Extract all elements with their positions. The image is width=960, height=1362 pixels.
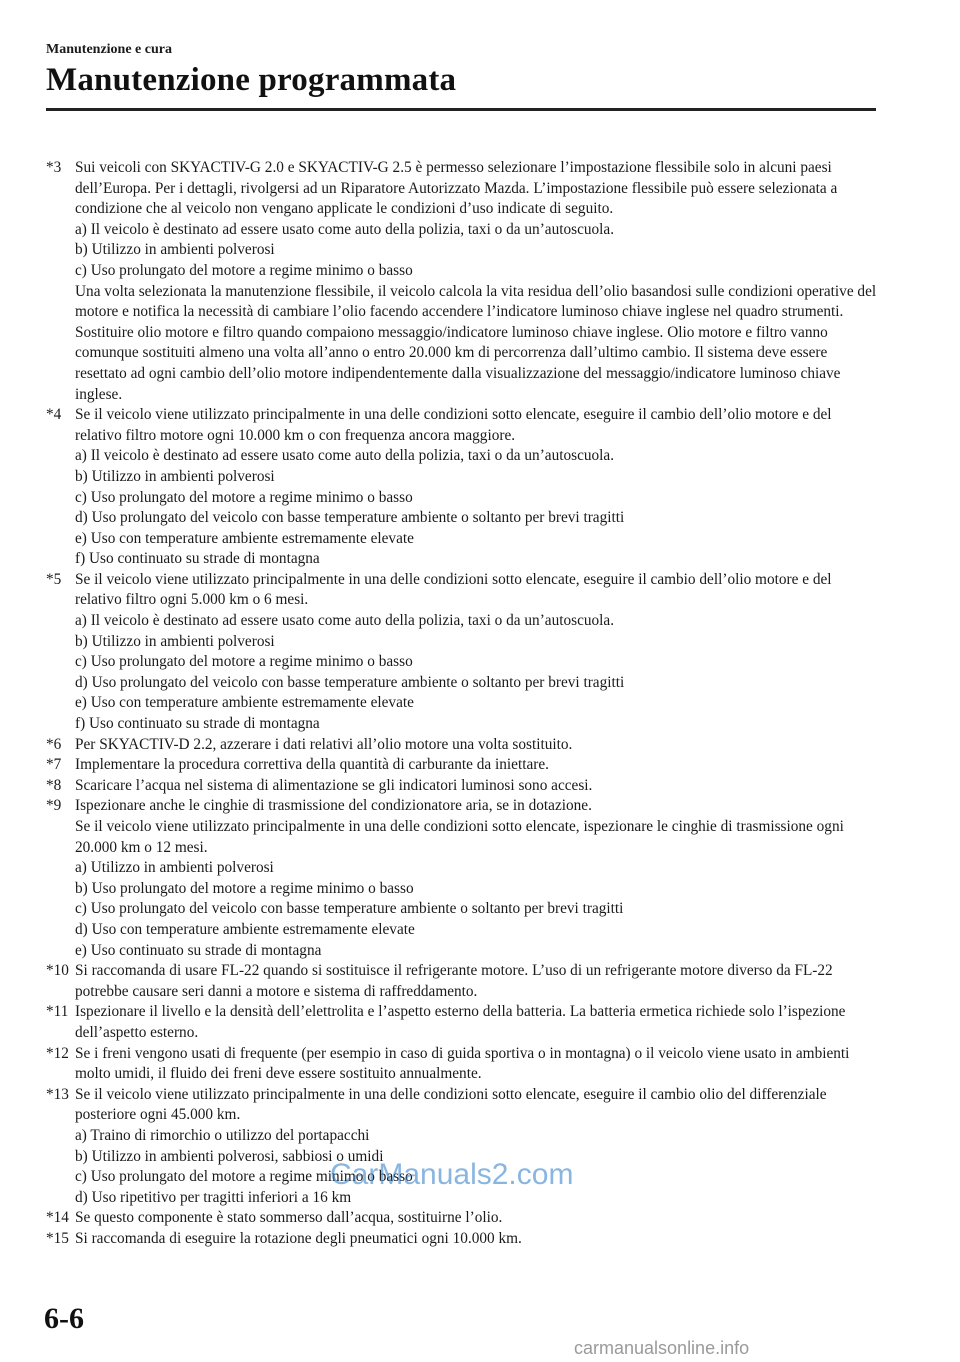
footnote <box>46 796 882 961</box>
footnote-line: Per SKYACTIV-D 2.2, azzerare i dati relativi all’olio motore una volta sostituito. <box>75 735 573 753</box>
footnotes-list <box>46 158 882 1249</box>
footnote-line: Sui veicoli con SKYACTIV-G 2.0 e SKYACTIV-G 2.5 è permesso selezionare l’impostazione flessibile solo in alcuni paesi dell’Europa. Per i dettagli, rivolgersi ad un Riparatore Autorizzato Mazda. L’impostazione flessibile può essere selezionata a condizione che al veicolo non vengano applicate le condizioni d’uso indicate di seguito. <box>75 159 838 218</box>
footnote-line: Se il veicolo viene utilizzato principalmente in una delle condizioni sotto elencate, eseguire il cambio dell’olio motore e del relativo filtro motore ogni 10.000 km o con frequenza ancora maggiore. <box>75 406 832 444</box>
footnote-line: Si raccomanda di eseguire la rotazione degli pneumatici ogni 10.000 km. <box>75 1229 522 1247</box>
footnote-line: a) Il veicolo è destinato ad essere usato come auto della polizia, taxi o da un’autoscuola. <box>75 612 615 630</box>
footnote <box>46 961 882 1002</box>
footnote-line: Una volta selezionata la manutenzione flessibile, il veicolo calcola la vita residua dell’olio basandosi sulle condizioni operative del motore e notifica la necessità di cambiare l’olio facendo accendere l’indicatore luminoso chiave inglese nel quadro strumenti. <box>75 282 877 321</box>
footnote <box>46 1208 882 1229</box>
footnote-line: c) Uso prolungato del motore a regime minimo o basso <box>75 1168 413 1186</box>
footnote-number: *14 <box>46 1209 69 1227</box>
footnote-line: Ispezionare anche le cinghie di trasmissione del condizionatore aria, se in dotazione. <box>75 797 592 815</box>
footnote-body <box>75 1208 882 1229</box>
footnote-body <box>75 755 882 776</box>
footnote-line: d) Uso con temperature ambiente estremamente elevate <box>75 920 415 938</box>
footnote-line: Ispezionare il livello e la densità dell’elettrolita e l’aspetto esterno della batteria. La batteria ermetica richiede solo l’ispezione dell’aspetto esterno. <box>75 1003 846 1041</box>
footnote-line: b) Utilizzo in ambienti polverosi <box>75 241 275 259</box>
footnote-line: c) Uso prolungato del motore a regime minimo o basso <box>75 653 413 671</box>
footnote-line: Se i freni vengono usati di frequente (per esempio in caso di guida sportiva o in montagna) o il veicolo viene usato in ambienti molto umidi, il fluido dei freni deve essere sostituito annualmente. <box>75 1044 850 1083</box>
footnote-number: *11 <box>46 1003 69 1021</box>
footnote-line: b) Uso prolungato del motore a regime minimo o basso <box>75 879 414 897</box>
footnote-line: Scaricare l’acqua nel sistema di alimentazione se gli indicatori luminosi sono accesi. <box>75 776 593 794</box>
footnote-number: *7 <box>46 756 62 774</box>
footnote <box>46 1229 882 1250</box>
title-divider <box>46 108 876 111</box>
footnote <box>46 1085 882 1209</box>
footnote <box>46 1002 882 1043</box>
footnote-number: *12 <box>46 1044 69 1062</box>
footnote-line: f) Uso continuato su strade di montagna <box>75 715 320 733</box>
footnote-line: e) Uso con temperature ambiente estremamente elevate <box>75 694 414 712</box>
section-label: Manutenzione e cura <box>46 42 172 57</box>
footnote-line: a) Utilizzo in ambienti polverosi <box>75 859 274 877</box>
footnote-line: c) Uso prolungato del veicolo con basse temperature ambiente o soltanto per brevi tragitti <box>75 900 624 918</box>
footnote-number: *3 <box>46 159 62 176</box>
footnote-body <box>75 776 882 797</box>
footnote <box>46 158 882 405</box>
footnote-line: b) Utilizzo in ambienti polverosi <box>75 632 275 650</box>
footnote-line: a) Il veicolo è destinato ad essere usato come auto della polizia, taxi o da un’autoscuola. <box>75 220 615 238</box>
footnote-line: Sostituire olio motore e filtro quando compaiono messaggio/indicatore luminoso chiave inglese. Olio motore e filtro vanno comunque sostituiti almeno una volta all’anno o entro 20.000 km di percorrenza dall’ultimo cambio. Il sistema deve essere resettato ad ogni cambio dell’olio motore indipendentemente dalla visualizzazione del messaggio/indicatore luminoso chiave inglese. <box>75 323 841 403</box>
footnote <box>46 735 882 756</box>
footnote-body <box>75 570 882 735</box>
watermark-logo: CarManuals2.com <box>330 1158 574 1191</box>
footnote-line: Si raccomanda di usare FL-22 quando si sostituisce il refrigerante motore. L’uso di un refrigerante motore diverso da FL-22 potrebbe causare seri danni a motore e sistema di raffreddamento. <box>75 962 833 1000</box>
footnote-line: Se il veicolo viene utilizzato principalmente in una delle condizioni sotto elencate, ispezionare le cinghie di trasmissione ogni 20.000 km o 12 mesi. <box>75 818 844 856</box>
footnote-number: *10 <box>46 962 69 980</box>
footnote-line: c) Uso prolungato del motore a regime minimo o basso <box>75 488 413 506</box>
footnote-body <box>75 1044 882 1085</box>
footnote-line: c) Uso prolungato del motore a regime minimo o basso <box>75 261 413 279</box>
footnote-body <box>75 158 882 405</box>
footnote-line: Se il veicolo viene utilizzato principalmente in una delle condizioni sotto elencate, eseguire il cambio dell’olio motore e del relativo filtro ogni 5.000 km o 6 mesi. <box>75 570 832 609</box>
footnote-number: *5 <box>46 570 62 588</box>
footnote-body <box>75 961 882 1002</box>
footnote-line: Se questo componente è stato sommerso dall’acqua, sostituirne l’olio. <box>75 1209 503 1227</box>
watermark-footer-link[interactable]: carmanualsonline.info <box>574 1338 750 1358</box>
footnote <box>46 405 882 570</box>
footnote-line: Implementare la procedura correttiva della quantità di carburante da iniettare. <box>75 756 549 774</box>
footnote-line: b) Utilizzo in ambienti polverosi, sabbiosi o umidi <box>75 1147 384 1165</box>
page-title: Manutenzione programmata <box>46 62 457 98</box>
footnote-body <box>75 1085 882 1209</box>
footnote-line: a) Il veicolo è destinato ad essere usato come auto della polizia, taxi o da un’autoscuola. <box>75 447 615 465</box>
footnote-line: Se il veicolo viene utilizzato principalmente in una delle condizioni sotto elencate, eseguire il cambio olio del differenziale posteriore ogni 45.000 km. <box>75 1085 827 1124</box>
footnote-body <box>75 796 882 961</box>
page-number: 6-6 <box>44 1302 84 1335</box>
footnote-line: b) Utilizzo in ambienti polverosi <box>75 467 275 485</box>
footnote-number: *15 <box>46 1229 69 1247</box>
footnote-number: *13 <box>46 1085 69 1103</box>
footnote-number: *8 <box>46 776 62 794</box>
footnote-line: e) Uso con temperature ambiente estremamente elevate <box>75 529 414 547</box>
footnote <box>46 570 882 735</box>
footnote <box>46 755 882 776</box>
footnote-body <box>75 405 882 570</box>
footnote-body <box>75 1002 882 1043</box>
footnote <box>46 776 882 797</box>
footnote-line: a) Traino di rimorchio o utilizzo del portapacchi <box>75 1126 370 1144</box>
footnote <box>46 1044 882 1085</box>
footnote-body <box>75 1229 882 1250</box>
footnote-line: e) Uso continuato su strade di montagna <box>75 941 322 959</box>
footnote-line: d) Uso prolungato del veicolo con basse temperature ambiente o soltanto per brevi tragitti <box>75 673 625 691</box>
footnote-number: *4 <box>46 406 62 424</box>
footnote-number: *9 <box>46 797 62 815</box>
footnote-line: d) Uso ripetitivo per tragitti inferiori a 16 km <box>75 1188 352 1206</box>
footnote-body <box>75 735 882 756</box>
footnote-line: d) Uso prolungato del veicolo con basse temperature ambiente o soltanto per brevi tragitti <box>75 509 625 527</box>
footnote-line: f) Uso continuato su strade di montagna <box>75 550 320 568</box>
footnote-number: *6 <box>46 735 62 753</box>
